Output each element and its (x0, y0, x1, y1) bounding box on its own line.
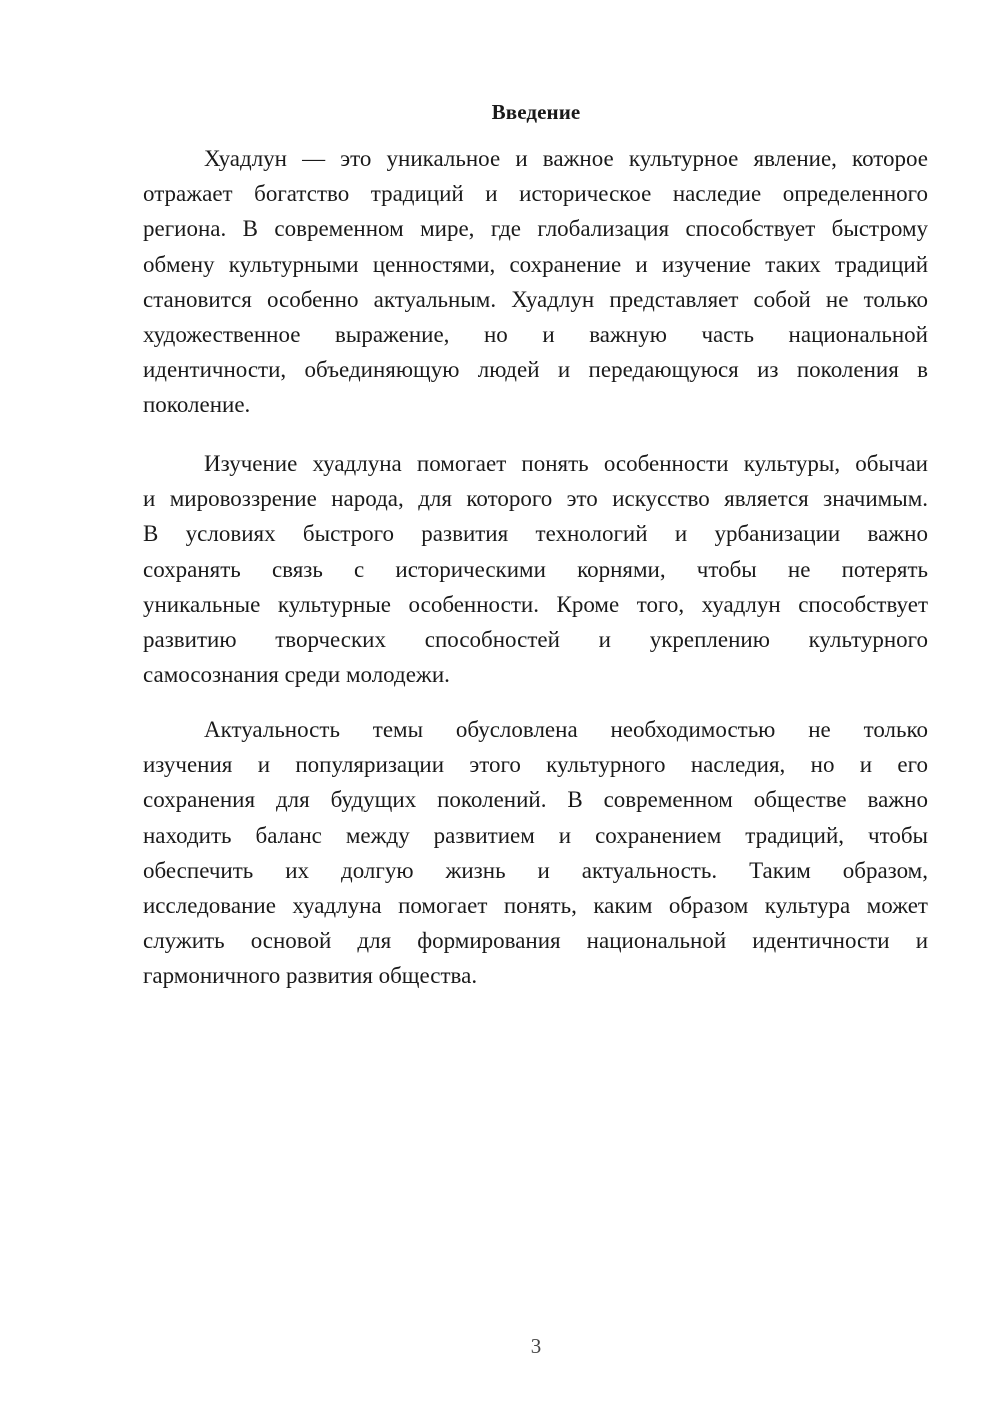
paragraph-line: идентичности, объединяющую людей и передающуюся из поколения в (143, 357, 928, 383)
page-number: 3 (530, 1334, 542, 1358)
paragraph-line: Изучение хуадлуна помогает понять особенности культуры, обычаи (204, 451, 928, 476)
paragraph-1 (143, 141, 928, 423)
paragraph-line: и мировоззрение народа, для которого это искусство является значимым. (143, 486, 928, 512)
paragraph-line: отражает богатство традиций и историческое наследие определенного (143, 181, 928, 207)
paragraph-line: находить баланс между развитием и сохранением традиций, чтобы (143, 822, 928, 848)
paragraph-line: Актуальность темы обусловлена необходимостью не только (204, 717, 928, 742)
paragraph-line: уникальные культурные особенности. Кроме того, хуадлун способствует (143, 591, 928, 617)
page-title: Введение (491, 100, 581, 124)
paragraph-line: становится особенно актуальным. Хуадлун представляет собой не только (143, 286, 928, 312)
paragraph-3 (143, 712, 928, 994)
paragraph-line: обмену культурными ценностями, сохранение и изучение таких традиций (143, 251, 928, 277)
paragraph-line: обеспечить их долгую жизнь и актуальность. Таким образом, (143, 857, 928, 883)
paragraph-line: В условиях быстрого развития технологий и урбанизации важно (143, 521, 928, 547)
paragraph-line: сохранять связь с историческими корнями, чтобы не потерять (143, 556, 928, 582)
paragraph-line: служить основой для формирования национальной идентичности и (143, 928, 928, 954)
paragraph-line: Хуадлун — это уникальное и важное культурное явление, которое (204, 146, 928, 171)
paragraph-line: гармоничного развития общества. (143, 963, 478, 989)
paragraph-line: исследование хуадлуна помогает понять, каким образом культура может (143, 892, 928, 918)
paragraph-line: региона. В современном мире, где глобализация способствует быстрому (143, 216, 928, 242)
paragraph-line: развитию творческих способностей и укреплению культурного (143, 626, 928, 652)
paragraph-2 (143, 446, 928, 692)
paragraph-line: художественное выражение, но и важную часть национальной (143, 321, 928, 347)
paragraph-line: изучения и популяризации этого культурного наследия, но и его (143, 752, 928, 778)
paragraph-line: поколение. (143, 392, 251, 418)
paragraph-line: самосознания среди молодежи. (143, 662, 450, 688)
paragraph-line: сохранения для будущих поколений. В современном обществе важно (143, 787, 928, 813)
